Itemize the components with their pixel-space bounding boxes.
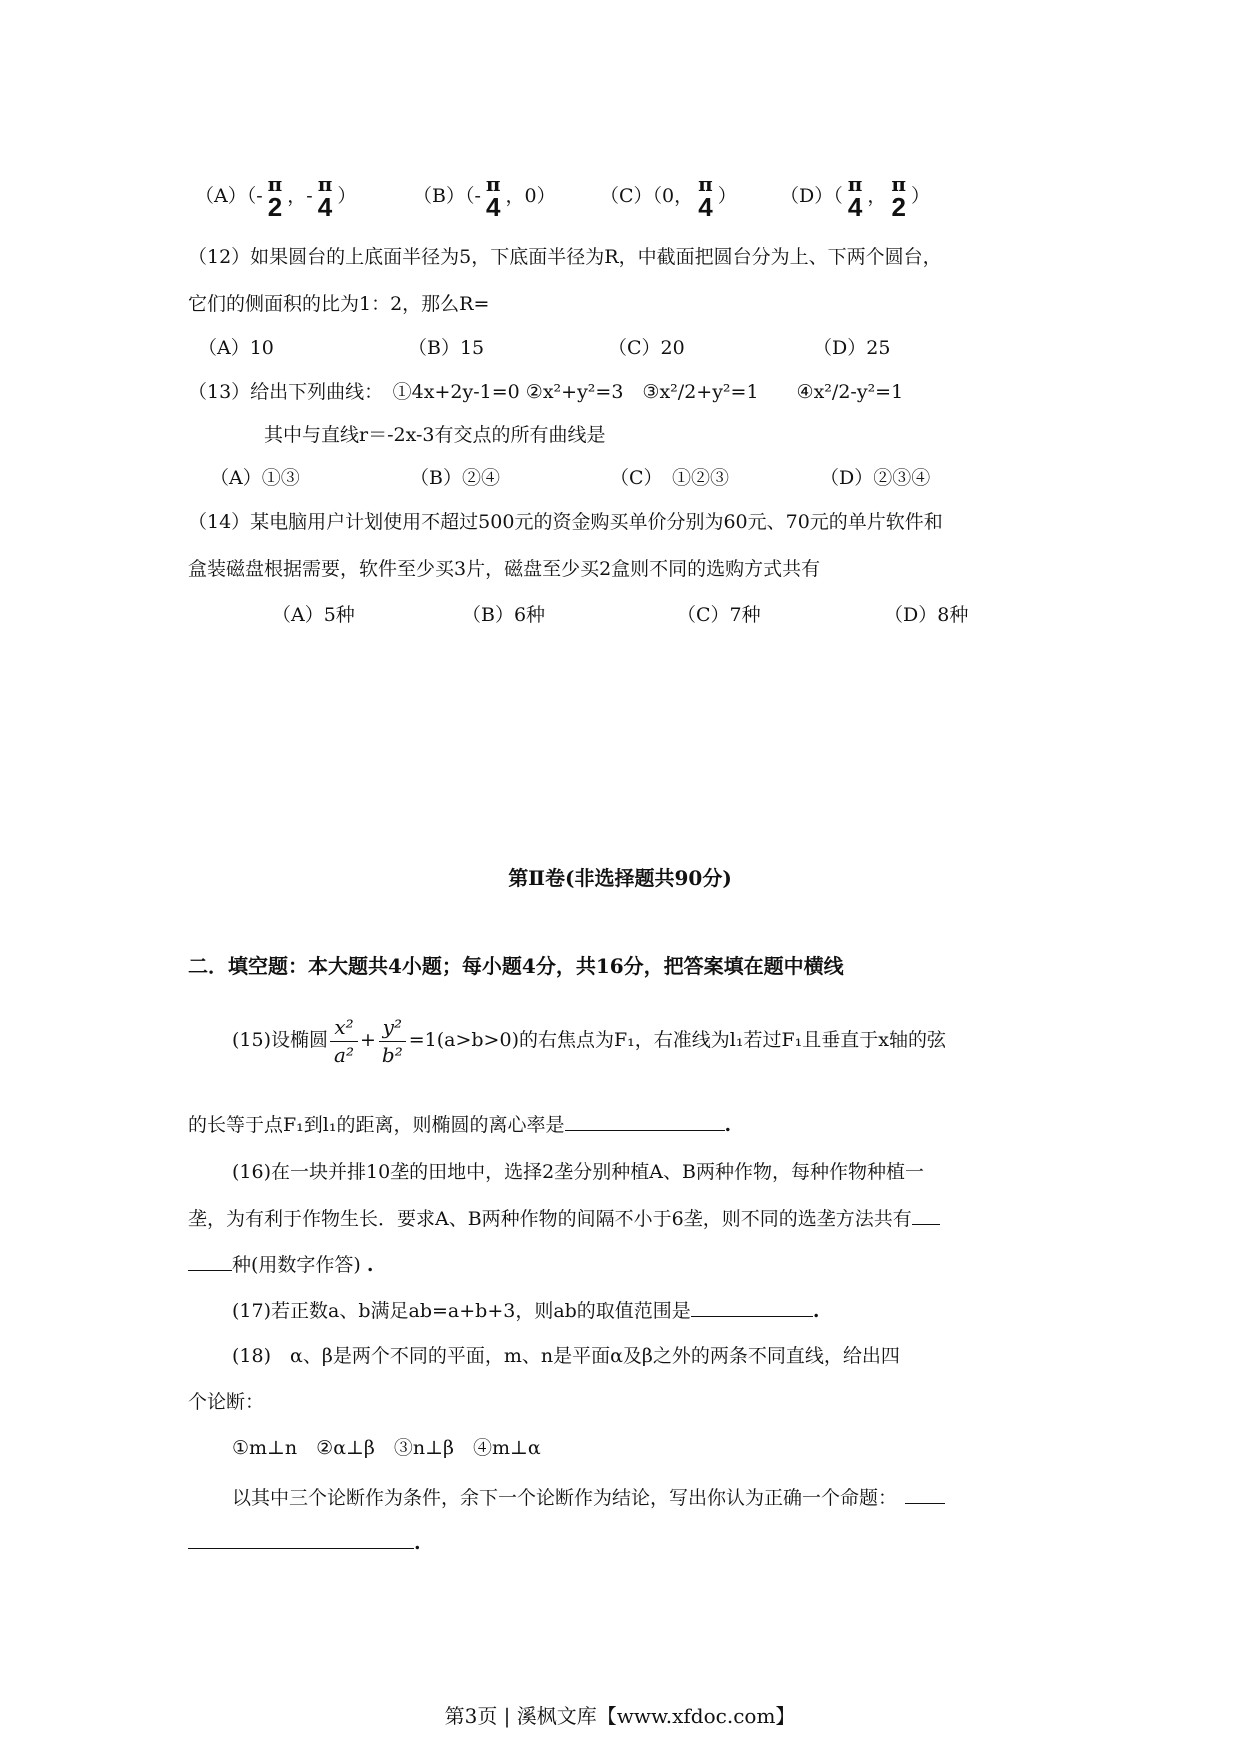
- fraction: π 4: [485, 172, 501, 222]
- q17-line: (17)若正数a、b满足ab=a+b+3，则ab的取值范围是 .: [232, 1300, 820, 1322]
- q14-option-b: （B）6种: [462, 604, 546, 626]
- q18-line2: 个论断：: [188, 1391, 265, 1413]
- fraction: π 4: [317, 172, 333, 222]
- fraction: π 2: [891, 172, 907, 222]
- q13-line1: （13）给出下列曲线： ①4x+2y-1=0 ②x²+y²=3 ③x²/2+y²=1 ④x²/2-y²=1: [188, 381, 904, 403]
- q14-option-c: （C）7种: [677, 604, 761, 626]
- fraction: π 4: [847, 172, 863, 222]
- q16-line1: (16)在一块并排10垄的田地中，选择2垄分别种植A、B两种作物，每种作物种植一: [232, 1161, 924, 1183]
- fraction: π 4: [698, 172, 713, 222]
- q12-option-c: （C）20: [608, 337, 685, 359]
- q13-option-c: （C） ①②③: [610, 467, 730, 489]
- fraction: π 2: [267, 172, 283, 222]
- q11-option-d: （D）（ π 4 ， π 2 ）: [780, 172, 931, 222]
- q12-line2: 它们的侧面积的比为1：2，那么R=: [188, 293, 490, 315]
- answer-blank[interactable]: [905, 1485, 945, 1504]
- q13-line2: 其中与直线r＝-2x-3有交点的所有曲线是: [264, 424, 606, 446]
- q12-options: [198, 336, 998, 360]
- q12-option-b: （B）15: [408, 337, 485, 359]
- q14-option-d: （D）8种: [884, 604, 969, 626]
- q14-line2: 盒装磁盘根据需要，软件至少买3片，磁盘至少买2盒则不同的选购方式共有: [188, 558, 821, 580]
- q12-option-a: （A）10: [198, 337, 274, 359]
- q18-line4: 以其中三个论断作为条件，余下一个论断作为结论，写出你认为正确一个命题：: [232, 1485, 945, 1510]
- answer-blank[interactable]: [188, 1252, 232, 1271]
- answer-blank[interactable]: [912, 1206, 940, 1225]
- q14-line1: （14）某电脑用户计划使用不超过500元的资金购买单价分别为60元、70元的单片软件和: [188, 511, 943, 533]
- q14-options: [272, 603, 1072, 627]
- answer-blank[interactable]: [188, 1530, 414, 1549]
- page-footer: 第3页 | 溪枫文库【www.xfdoc.com】: [444, 1704, 796, 1728]
- q13-option-d: （D）②③④: [820, 467, 931, 489]
- q15-line2: 的长等于点F₁到l₁的距离，则椭圆的离心率是 .: [188, 1114, 732, 1136]
- part2-title: 第Ⅱ卷(非选择题共90分): [508, 866, 732, 890]
- fraction-x2-a2: $\frac{\text{x²}}{\text{a²}}$: [330, 1017, 358, 1066]
- q13-option-b: （B）②④: [410, 467, 500, 489]
- q14-option-a: （A）5种: [272, 604, 355, 626]
- q13-option-a: （A）①③: [210, 467, 300, 489]
- q16-line3: 种(用数字作答) .: [188, 1252, 373, 1277]
- q18-line3: ①m⊥n ②α⊥β ③n⊥β ④m⊥α: [232, 1437, 541, 1459]
- q18-line1: (18) α、β是两个不同的平面，m、n是平面α及β之外的两条不同直线，给出四: [232, 1345, 900, 1367]
- q16-line2: 垄，为有利于作物生长．要求A、B两种作物的间隔不小于6垄，则不同的选垄方法共有: [188, 1206, 940, 1231]
- q11-option-a: （A）（- π 2 ，- π 4 ）: [195, 172, 357, 222]
- section2-heading: 二．填空题：本大题共4小题；每小题4分，共16分，把答案填在题中横线: [188, 954, 844, 978]
- q15-line1: (15)设椭圆 $\frac{\text{x²}}{\text{a²}}$ + $\frac{\text{y²}}{\text{b²}}$ =1(a>b>0)的右焦点为F₁，右准线为l₁若过F₁且垂直于x轴的弦: [232, 1014, 946, 1067]
- q12-option-d: （D）25: [813, 337, 891, 359]
- q18-line5: .: [188, 1530, 421, 1555]
- fraction-y2-b2: $\frac{\text{y²}}{\text{b²}}$: [378, 1017, 407, 1066]
- q12-line1: （12）如果圆台的上底面半径为5，下底面半径为R，中截面把圆台分为上、下两个圆台，: [188, 246, 942, 268]
- answer-blank[interactable]: [691, 1298, 813, 1317]
- q13-options: [210, 466, 1010, 490]
- q11-option-b: （B）（- π 4 ，0）: [413, 172, 556, 222]
- answer-blank[interactable]: [565, 1112, 725, 1131]
- q11-option-c: （C）（0， π 4 ）: [600, 172, 737, 222]
